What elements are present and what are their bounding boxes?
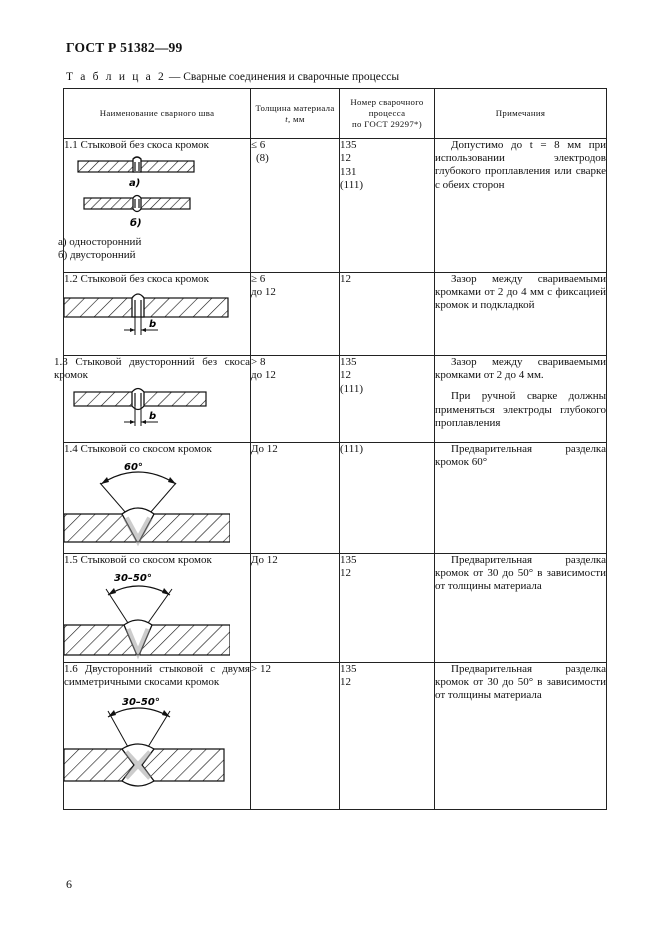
notes-cell: [435, 662, 607, 809]
weld-bead: [132, 389, 144, 410]
plate-a-left: [78, 161, 134, 172]
table-caption-text: Сварные соединения и сварочные процессы: [183, 71, 400, 83]
thickness-value: ≥ 6: [251, 273, 266, 285]
table-row: [64, 553, 607, 662]
weld-title: 1.5 Стыковой со скосом кромок: [64, 553, 212, 566]
angle-arc: [108, 708, 170, 717]
bevel-line-left: [108, 711, 128, 747]
angle-arrow-left: [101, 477, 109, 484]
header-thickness-unit: , мм: [288, 113, 305, 124]
process-value: 12: [340, 152, 351, 165]
header-process-line3: по ГОСТ 29297*): [352, 118, 422, 129]
welds-table: [54, 88, 607, 810]
process-value: 12: [340, 369, 351, 382]
angle-label: 30–50°: [122, 697, 160, 709]
bevel-line-left: [100, 483, 126, 513]
table-row: [64, 356, 607, 443]
header-name: [64, 89, 251, 139]
weld-figure-1-5: [64, 571, 230, 661]
weld-name-cell: [64, 662, 251, 809]
plate-right: [142, 392, 206, 406]
weld-title: 1.3 Стыковой двусторонний без скоса кромок: [54, 356, 250, 382]
process-value: (111): [340, 179, 364, 192]
note-text: Предварительная разделка кромок 60°: [435, 442, 606, 469]
plate-right: [142, 298, 228, 317]
header-name-text: Наименование сварного шва: [99, 108, 215, 118]
plate-right: [140, 749, 224, 781]
thickness-value: (8): [256, 152, 269, 165]
note-text: Зазор между свариваемыми кромками от 2 до 4 мм.: [435, 356, 606, 382]
dim-label: b: [149, 411, 157, 423]
plate-left: [64, 625, 136, 655]
plate-left: [64, 298, 134, 317]
process-value: 135: [340, 356, 357, 368]
thickness-value: ≤ 6: [251, 139, 266, 151]
thickness-cell: [251, 662, 340, 809]
process-value: 12: [340, 567, 351, 580]
plate-b-left: [84, 198, 134, 209]
weld-name-cell: [54, 356, 251, 443]
thickness-value: до 12: [251, 369, 276, 382]
plate-a-right: [140, 161, 194, 172]
thickness-value: > 12: [251, 662, 271, 675]
header-notes-text: Примечания: [495, 108, 546, 118]
weld-title: 1.6 Двусторонний стыковой с двумя симметричными скосами кромок: [64, 662, 250, 689]
angle-arc: [108, 586, 170, 595]
table-row: [64, 662, 607, 809]
process-value: 12: [340, 676, 351, 689]
thickness-value: до 12: [251, 286, 276, 299]
page-number: 6: [66, 877, 72, 891]
process-cell: [340, 273, 435, 356]
thickness-value: До 12: [251, 553, 278, 566]
weld-bead: [132, 294, 144, 317]
angle-arrow-right: [168, 477, 176, 484]
weld-title: 1.4 Стыковой со скосом кромок: [64, 442, 212, 455]
table-header-row: [64, 89, 607, 139]
process-value: 135: [340, 139, 357, 151]
notes-cell: [435, 273, 607, 356]
weld-bead-b: [133, 196, 141, 212]
note-text: При ручной сварке должны применяться электроды глубокого проплавления: [435, 390, 606, 429]
header-process-line2: процесса: [368, 108, 406, 118]
weld-figure-1-3: [64, 386, 230, 428]
table-caption: [66, 71, 399, 83]
table-row: [64, 442, 607, 553]
process-cell: [340, 356, 435, 443]
note-text: Зазор между свариваемыми кромками от 2 до 4 мм с фиксацией кромок и подкладкой: [435, 273, 606, 312]
angle-label: 60°: [124, 462, 143, 474]
process-value: 135: [340, 662, 357, 675]
header-process-line1: Номер сварочного: [350, 97, 424, 108]
weld-figure-1-1: [64, 156, 230, 234]
notes-cell: [435, 139, 607, 273]
weld-bead-a: [133, 157, 141, 172]
table-row: [64, 139, 607, 273]
note-text: Предварительная разделка кромок от 30 до 50° в зависимости от толщины материала: [435, 553, 606, 593]
header-thickness-text: Толщина материала: [255, 102, 335, 113]
notes-cell: [435, 356, 607, 443]
header-thickness-var: t: [285, 113, 288, 124]
thickness-cell: [251, 273, 340, 356]
thickness-value: До 12: [251, 442, 278, 455]
bevel-line-left: [106, 589, 128, 623]
angle-label: 30–50°: [114, 573, 152, 585]
weld-title: 1.2 Стыковой без скоса кромок: [64, 273, 210, 285]
bevel-line-right: [148, 589, 172, 623]
bevel-line-right: [150, 483, 176, 513]
weld-title: 1.1 Стыковой без скоса кромок: [64, 139, 210, 151]
thickness-cell: [251, 442, 340, 553]
process-cell: [340, 553, 435, 662]
process-cell: [340, 139, 435, 273]
fig-label-a: а): [129, 178, 141, 190]
process-value: 131: [340, 165, 357, 178]
dim-arrowhead-right: [141, 420, 146, 424]
bevel-line-right: [148, 711, 170, 747]
plate-right: [140, 514, 230, 542]
header-notes: [435, 89, 607, 139]
table-caption-label: Т а б л и ц а 2: [66, 71, 167, 83]
weld-sub-a: а) односторонний: [58, 236, 142, 249]
thickness-cell: [251, 356, 340, 443]
weld-name-cell: [58, 139, 251, 273]
plate-left: [74, 392, 134, 406]
thickness-value: > 8: [251, 356, 266, 368]
weld-figure-1-4: [64, 460, 230, 552]
weld-name-cell: [64, 442, 251, 553]
document-header: ГОСТ Р 51382—99: [66, 40, 183, 55]
weld-figure-1-6: [64, 693, 230, 793]
weld-name-cell: [64, 553, 251, 662]
process-cell: [340, 442, 435, 553]
angle-arc: [101, 472, 176, 484]
weld-figure-1-2: [64, 290, 230, 348]
table-row: [64, 273, 607, 356]
weld-name-cell: [64, 273, 251, 356]
header-thickness: [251, 89, 340, 139]
fig-label-b: б): [130, 218, 142, 230]
table-caption-dash: —: [166, 71, 184, 83]
process-value: (111): [340, 382, 364, 395]
notes-cell: [435, 553, 607, 662]
plate-right: [140, 625, 230, 655]
process-value: 135: [340, 553, 357, 566]
thickness-cell: [251, 553, 340, 662]
note-text: Предварительная разделка кромок от 30 до 50° в зависимости от толщины материала: [435, 662, 606, 702]
dim-arrowhead-left: [130, 328, 135, 332]
notes-cell: [435, 442, 607, 553]
header-process: [340, 89, 435, 139]
dim-arrowhead-left: [130, 420, 135, 424]
dim-label: b: [149, 319, 157, 331]
process-value: 12: [340, 273, 351, 285]
note-text: Допустимо до t = 8 мм при использовании электродов глубокого проплавления или сварке с обеих сторон: [435, 139, 606, 191]
dim-arrowhead-right: [141, 328, 146, 332]
process-value: (111): [340, 442, 364, 455]
thickness-cell: [251, 139, 340, 273]
plate-b-right: [140, 198, 190, 209]
process-cell: [340, 662, 435, 809]
weld-sub-b: б) двусторонний: [58, 249, 136, 262]
